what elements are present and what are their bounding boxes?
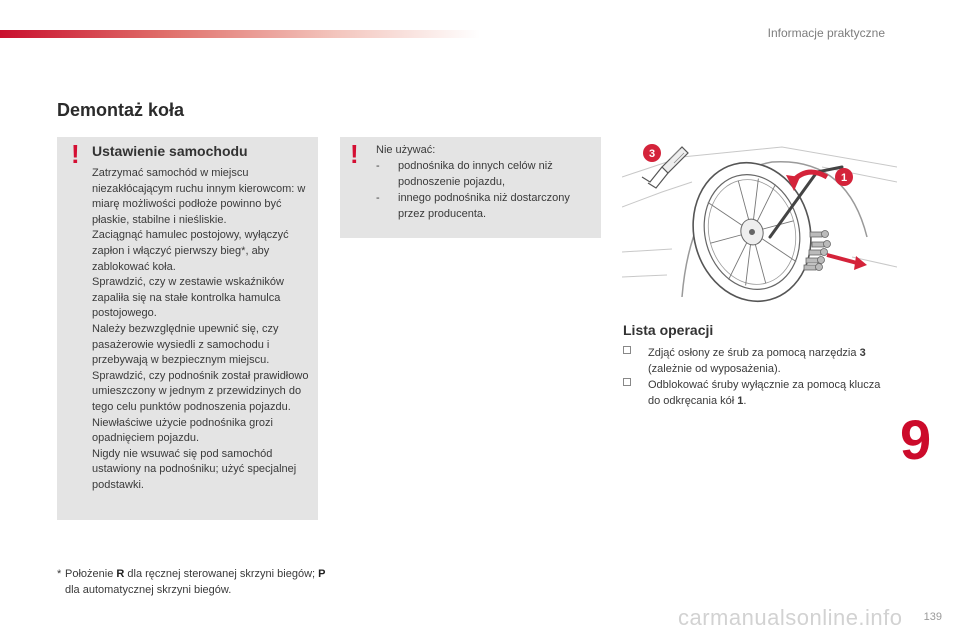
operation-part: (zależnie od wyposażenia).	[648, 363, 781, 375]
warning-list	[376, 158, 598, 222]
exclamation-icon: !	[71, 139, 80, 169]
svg-text:1: 1	[840, 172, 848, 184]
chapter-number: 9	[900, 408, 932, 471]
operation-part: .	[743, 395, 747, 407]
list-item	[623, 345, 893, 377]
page-number: 139	[923, 611, 942, 623]
tool-reference: 1	[737, 395, 744, 407]
warning-paragraph: Sprawdzić, czy podnośnik został prawidłowo umieszczony w jednym z przewidzinych do tego celu punktów podnoszenia pojazdu.	[92, 369, 309, 413]
list-item	[376, 190, 598, 222]
watermark: carmanualsonline.info	[678, 605, 903, 630]
callout-1	[835, 168, 853, 186]
list-dash: -	[376, 192, 380, 204]
operations-list	[623, 345, 893, 409]
warning-box-jack-usage	[340, 137, 601, 238]
warning-paragraph: Zatrzymać samochód w miejscu niezakłócającym ruchu innym kierowcom: w miarę możliwości podłoże powinno być płaskie, stabilne i nieśliskie.	[92, 167, 306, 226]
operations-title: Lista operacji	[623, 322, 714, 338]
footnote-text	[57, 566, 327, 598]
warning-paragraph: Nigdy nie wsuwać się pod samochód ustawiony na podnośniku; użyć specjalnej podstawki.	[92, 447, 297, 491]
footnote-part: dla automatycznej skrzyni biegów.	[65, 584, 232, 596]
operation-text	[648, 379, 880, 407]
header-accent-bar	[0, 30, 480, 38]
operation-part: Zdjąć osłony ze śrub za pomocą narzędzia	[648, 347, 860, 359]
checkbox-icon	[623, 346, 631, 354]
operation-text	[648, 347, 866, 375]
footnote-marker: *	[57, 568, 62, 580]
page-title: Demontaż koła	[57, 100, 185, 120]
warning-box-positioning	[57, 137, 318, 520]
warning-paragraph: Niewłaściwe użycie podnośnika grozi opadnięciem pojazdu.	[92, 416, 273, 445]
warning-body	[92, 166, 314, 493]
operation-part: Odblokować śruby wyłącznie za pomocą klucza do odkręcania kół	[648, 379, 881, 407]
list-item	[623, 377, 893, 409]
list-dash: -	[376, 160, 380, 172]
footnote	[57, 566, 327, 598]
svg-text:3: 3	[648, 148, 656, 160]
list-item-text: innego podnośnika niż dostarczony przez producenta.	[398, 192, 570, 220]
warning-paragraph: Należy bezwzględnie upewnić się, czy pasażerowie wysiedli z samochodu i przebywają w bezpiecznym miejscu.	[92, 322, 279, 367]
warning-paragraph: Zaciągnąć hamulec postojowy, wyłączyć zapłon i włączyć pierwszy bieg*, aby zablokować koła.	[92, 229, 289, 273]
wheel-removal-illustration	[622, 137, 897, 303]
section-header: Informacje praktyczne	[767, 26, 885, 40]
gear-position-r: R	[116, 568, 125, 580]
footnote-part: Położenie	[65, 568, 117, 580]
checkbox-icon	[623, 378, 631, 386]
tool-reference: 3	[859, 347, 866, 359]
exclamation-icon: !	[350, 139, 359, 169]
footnote-part: dla ręcznej sterowanej skrzyni biegów;	[124, 568, 319, 580]
warning-title: Ustawienie samochodu	[92, 143, 248, 159]
list-item-text: podnośnika do innych celów niż podnoszenie pojazdu,	[398, 160, 553, 188]
warning-body	[376, 142, 598, 222]
warning-intro: Nie używać:	[376, 144, 436, 156]
callout-3	[643, 144, 661, 162]
warning-paragraph: Sprawdzić, czy w zestawie wskaźników zapaliła się na stałe kontrolka hamulca postojowego.	[92, 276, 284, 320]
gear-position-p: P	[318, 568, 326, 580]
list-item	[376, 158, 598, 190]
